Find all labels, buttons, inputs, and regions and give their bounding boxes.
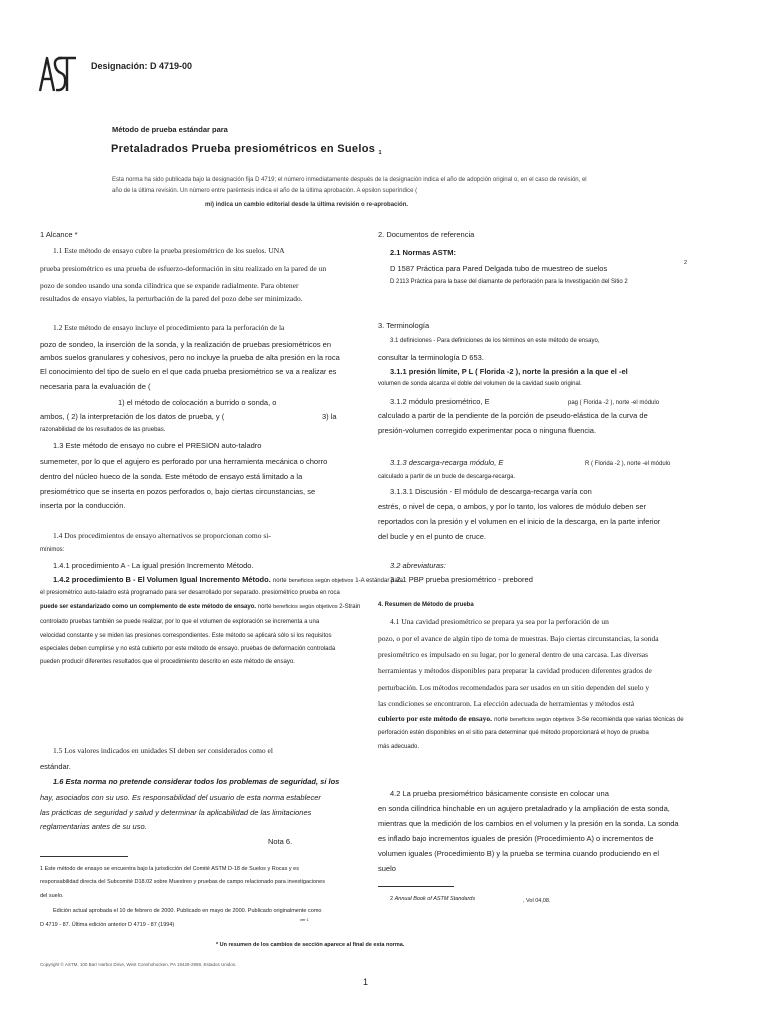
footnote-line: 1 Este método de ensayo se encuentra bajo la jurisdicción del Comité ASTM D-18 de Suelos y Rocas y es (40, 866, 299, 872)
footnote-line: 2 Annual Book of ASTM Standards (390, 896, 476, 902)
paragraph-line: 1.4 Dos procedimientos de ensayo alternativos se proporcionan como si- (53, 531, 271, 540)
paragraph-line: pozo de sondeo usando una sonda cilíndrica que se expande radialmente. Para obtener (40, 281, 299, 290)
section-subheading: 3.2 abreviaturas: (390, 561, 446, 570)
paragraph-line: 3.1.1 presión límite, P L ( Florida -2 ), norte la presión a la que el -el (390, 367, 628, 376)
paragraph-line: prueba presiométrico es una prueba de esfuerzo-deformación in situ realizado en la pared de un (40, 264, 327, 273)
paragraph-line: ambos suelos granulares y cohesivos, pero no incluye la prueba de alta presión en la roca (40, 353, 340, 362)
paragraph-line: cubierto por este método de ensayo. norte beneficios según objetivos 3-Se recomienda que varias técnicas de (378, 714, 684, 723)
paragraph-line: volumen iguales (Procedimiento B) y la prueba se termina cuando produciendo en el (378, 849, 659, 858)
paragraph-line: 4.2 La prueba presiométrico básicamente consiste en colocar una (390, 789, 609, 798)
footnote-line: Edición actual aprobada el 10 de febrero de 2000. Publicado en mayo de 2000. Publicado originalmente como (53, 908, 322, 914)
paragraph-line: presiométrico es impulsado en su lugar, por lo general dentro de una carcasa. Las diversas (378, 650, 649, 659)
nota-label: Nota 6. (268, 837, 293, 846)
designation: Designación: D 4719-00 (91, 61, 193, 71)
notice-line: año de la última revisión. Un número entre paréntesis indica el año de la última aprobación. A epsilon superíndice ( (112, 188, 418, 194)
paragraph-line: más adecuado. (378, 744, 420, 750)
paragraph-line: 1.4.1 procedimiento A - La igual presión Incremento Método. (53, 561, 254, 570)
paragraph-line: pozo, o por el avance de algún tipo de toma de muestras. Bajo ciertas circunstancias, la sonda (378, 634, 659, 643)
paragraph-line: las prácticas de seguridad y salud y determinar la aplicabilidad de las limitaciones (40, 808, 312, 817)
reference-item: D 2113 Práctica para la base del diamante de perforación para la Investigación del Sitio 2 (390, 279, 628, 285)
section-heading: 3. Terminología (378, 321, 430, 330)
paragraph-line: reglamentarias antes de su uso. (40, 822, 147, 831)
paragraph-line: presiométrico que se inserta en pozos perforados o, bajo ciertas circunstancias, se (40, 487, 316, 496)
paragraph-line: hay, asociados con su uso. Es responsabilidad del usuario de esta norma establecer (40, 793, 321, 802)
paragraph-line: razonabilidad de los resultados de las pruebas. (40, 427, 166, 433)
section-heading: 1 Alcance * (40, 230, 78, 239)
paragraph-line: estándar. (40, 762, 71, 771)
section-heading: 2. Documentos de referencia (378, 230, 475, 239)
paragraph-line: calculado a partir de un bucle de descarga-recarga. (378, 474, 516, 480)
paragraph-line: 3.1 definiciones - Para definiciones de los términos en este método de ensayo, (390, 338, 600, 344)
paragraph-line: del bucle y en el punto de cruce. (378, 532, 486, 541)
paragraph-line: 1.6 Esta norma no pretende considerar todos los problemas de seguridad, si los (53, 777, 340, 786)
paragraph-line: 1.4.2 procedimiento B - El Volumen Igual Incremento Método. norte beneficios según objetivos 1-A estándar para (53, 575, 403, 584)
paragraph-line: pueden producir diferentes resultados que el procedimiento descrito en este método de ensayo. (40, 659, 295, 665)
paragraph-line: presión-volumen corregido experimentar poca o ninguna fluencia. (378, 426, 597, 435)
paragraph-line: mínimos: (40, 547, 65, 553)
paragraph-line: 1.3 Este método de ensayo no cubre el PRESION auto-taladro (53, 441, 262, 450)
paragraph-line: herramientas y métodos disponibles para preparar la cavidad producen diferentes grados de (378, 666, 652, 675)
paragraph-line: 3) la (322, 412, 337, 421)
paragraph-line: R ( Florida -2 ), norte -el módulo (585, 461, 671, 467)
paragraph-line: reportados con la presión y el volumen en el inicio de la descarga, en la parte inferior (378, 517, 661, 526)
paragraph-line: necesaria para la evaluación de ( (40, 382, 151, 391)
paragraph-line: inserta por la conducción. (40, 501, 126, 510)
paragraph-line: las condiciones se encontraron. La elección adecuada de herramientas y métodos está (378, 699, 635, 708)
paragraph-line: velocidad constante y se miden las presiones correspondientes. Este método se aplicará sólo si los requisitos (40, 633, 332, 639)
notice-line: mi) indica un cambio editorial desde la última revisión o re-aprobación. (205, 202, 409, 208)
page-number: 1 (363, 977, 369, 987)
paragraph-line: en sonda cilíndrica hinchable en un agujero pretaladrado y la ampliación de esta sonda, (378, 804, 670, 813)
paragraph-line: volumen de sonda alcanza el doble del volumen de la cavidad suelo original. (378, 381, 582, 387)
paragraph-line: 3.1.3 descarga-recarga módulo, E (390, 458, 504, 467)
section-subheading: 2.1 Normas ASTM: (390, 248, 456, 257)
footnote-line: , Vol 04,08. (523, 898, 551, 904)
page-title: Pretaladrados Prueba presiométricos en Suelos 1 (111, 143, 382, 156)
reference-sup: 2 (684, 260, 688, 266)
footnote-divider (40, 856, 128, 857)
section-heading: 4. Resumen de Método de prueba (378, 602, 474, 608)
paragraph-line: 1.1 Este método de ensayo cubre la prueba presiométrico de los suelos. UNA (53, 246, 285, 255)
paragraph-line: 1) el método de colocación a burrido o sonda, o (118, 398, 277, 407)
paragraph-line: especiales deben cumplirse y no está cubierto por este método de ensayo. pruebas de deformación controlada (40, 646, 336, 652)
paragraph-line: estrés, o nivel de cepa, o ambos, y por lo tanto, los valores de módulo deben ser (378, 502, 647, 511)
paragraph-line: pozo de sondeo, la inserción de la sonda, y la realización de pruebas presiométricos en (40, 340, 332, 349)
paragraph-line: el presiométrico auto-taladro está programado para ser desarrollado por separado. presiométrico prueba en roca (40, 590, 340, 596)
paragraph-line: consultar la terminología D 653. (378, 353, 484, 362)
paragraph-line: 4.1 Una cavidad presiométrico se prepara ya sea por la perforación de un (390, 617, 609, 626)
paragraph-line: dentro del núcleo hueco de la sonda. Este método de ensayo está limitado a la (40, 472, 303, 481)
paragraph-line: 1.5 Los valores indicados en unidades SI deben ser considerados como el (53, 746, 273, 755)
notice-line: Esta norma ha sido publicada bajo la designación fija D 4719; el número inmediatamente después de la designación indica el año de adopción original o, en el caso de revisión, el (112, 177, 587, 183)
paragraph-line: calculado a partir de la pendiente de la porción de pseudo-elástica de la curva de (378, 411, 648, 420)
paragraph-line: sumemeter, por lo que el agujero es perforado por una herramienta mecánica o chorro (40, 457, 328, 466)
reference-item: D 1587 Práctica para Pared Delgada tubo de muestreo de suelos (390, 264, 608, 273)
footnote-line: del suelo. (40, 893, 64, 899)
astm-logo (38, 55, 78, 93)
paragraph-line: es inflado bajo incrementos iguales de presión (Procedimiento A) o incrementos de (378, 834, 654, 843)
version-mark: ver 1 (300, 917, 309, 922)
paragraph-line: 3.2.1 PBP prueba presiométrico - prebored (390, 575, 533, 584)
summary-note: * Un resumen de los cambios de sección aparece al final de esta norma. (216, 942, 405, 948)
method-label: Método de prueba estándar para (112, 125, 228, 134)
footnote-divider (378, 886, 454, 887)
paragraph-line: puede ser estandarizado como un complemento de este método de ensayo. norte beneficios según objetivos 2-Strain (40, 604, 361, 610)
paragraph-line: 3.1.3.1 Discusión - El módulo de descarga-recarga varía con (390, 487, 592, 496)
paragraph-line: mientras que la medición de los cambios en el volumen y la presión en la sonda. La sonda (378, 819, 679, 828)
paragraph-line: controlado pruebas también se puede realizar, por lo que el volumen de exploración se incrementa a una (40, 619, 320, 625)
paragraph-line: resultados de ensayo viables, la perturbación de la pared del pozo debe ser minimizado. (40, 294, 303, 303)
paragraph-line: 1.2 Este método de ensayo incluye el procedimiento para la perforación de la (53, 323, 285, 332)
paragraph-line: 3.1.2 módulo presiométrico, E (390, 397, 490, 406)
paragraph-line: ambos, ( 2) la interpretación de los datos de prueba, y ( (40, 412, 225, 421)
footnote-line: D 4719 - 87. Última edición anterior D 4719 - 87 (1994) (40, 922, 175, 928)
paragraph-line: perforación estén disponibles en el sitio para determinar qué método proporcionará el hoyo de prueba (378, 730, 649, 736)
paragraph-line: suelo (378, 864, 396, 873)
paragraph-line: pag ( Florida -2 ), norte -el módulo (568, 400, 660, 406)
paragraph-line: El conocimiento del tipo de suelo en el que cada prueba presiométrico se va a realizar es (40, 367, 337, 376)
footnote-line: responsabilidad directa del Subcomité D18.02 sobre Muestreo y pruebas de campo relacionado para investigaciones (40, 879, 325, 885)
paragraph-line: perturbación. Los métodos recomendados para ser usados en un sitio dependen del suelo y (378, 683, 650, 692)
copyright: Copyright © ASTM, 100 Barr Harbor Drive, West Conshohocken, PA 19428-2959, Estados Unidos. (40, 962, 237, 967)
